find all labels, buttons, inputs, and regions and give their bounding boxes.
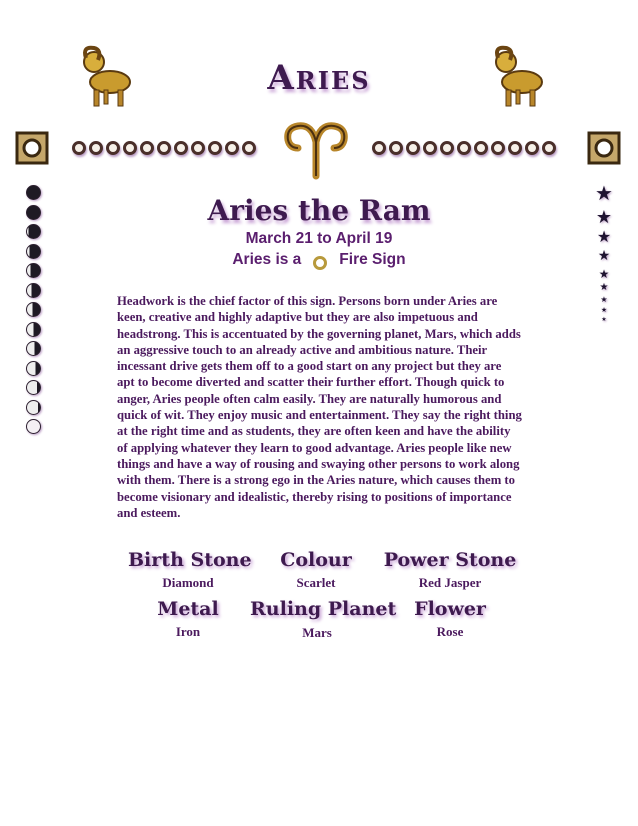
gold-ring-icon (313, 256, 327, 270)
metal-label: Metal (157, 598, 219, 620)
element-prefix: Aries is a (232, 251, 302, 268)
moon-phase-icon (26, 361, 41, 376)
ring-icon (174, 141, 188, 155)
ring-border-left (72, 141, 256, 155)
moon-phase-icon (26, 302, 41, 317)
ring-icon (457, 141, 471, 155)
ring-border-right (372, 141, 556, 155)
ring-icon (440, 141, 454, 155)
ring-icon (89, 141, 103, 155)
birth-stone-label: Birth Stone (128, 549, 252, 571)
ring-icon (106, 141, 120, 155)
star-icon: ★ (595, 207, 613, 227)
section-heading: Aries the Ram (207, 194, 431, 227)
power-stone-label: Power Stone (383, 549, 517, 571)
ring-icon (225, 141, 239, 155)
ring-icon (542, 141, 556, 155)
ring-icon (474, 141, 488, 155)
star-icon: ★ (596, 229, 612, 246)
ring-icon (157, 141, 171, 155)
moon-phase-icon (26, 341, 41, 356)
ruling-planet-value: Mars (302, 625, 332, 640)
colour-label: Colour (280, 549, 352, 571)
power-stone-value: Red Jasper (418, 575, 482, 590)
element-line (0, 251, 638, 270)
star-icon: ★ (595, 183, 613, 205)
ring-icon (123, 141, 137, 155)
star-icon: ★ (597, 249, 611, 264)
star-icon: ★ (600, 306, 608, 314)
page-title: Aries (267, 58, 371, 98)
ring-icon (508, 141, 522, 155)
colour-value: Scarlet (296, 575, 336, 590)
ruling-planet-label: Ruling Planet (250, 598, 397, 620)
ring-icon (423, 141, 437, 155)
aries-glyph-icon (282, 120, 350, 180)
star-icon: ★ (601, 317, 607, 323)
ring-icon (406, 141, 420, 155)
moon-phase-icon (26, 283, 41, 298)
moon-phase-icon (26, 380, 41, 395)
flower-value: Rose (436, 624, 464, 639)
description-paragraph: Headwork is the chief factor of this sign. Persons born under Aries are keen, creative and highly adaptive but they are also impetuous and headstrong. This is accentuated by the governing planet, Mars, which adds an aggressive touch to an already active and ambitious nature. Their incessant drive gets them off to a good start on any project but they are apt to become diverted and scatter their further effort. Though quick to anger, Aries people often calm easily. They are naturally humorous and quick of wit. They enjoy music and entertainment. They say the right thing at the right time and as students, they are often keen and have the ability of applying whatever they learn to good advantage. Aries people like new things and have a way of rousing and swaying other persons to work along with them. There is a strong ego in the Aries nature, which causes them to become visionary and idealistic, thereby rising to positions of importance and esteem. (117, 294, 522, 520)
birth-stone-value: Diamond (162, 575, 214, 590)
moon-phase-icon (26, 400, 41, 415)
ring-icon (208, 141, 222, 155)
ring-icon (389, 141, 403, 155)
star-icon: ★ (599, 282, 609, 293)
ring-icon (140, 141, 154, 155)
star-icon: ★ (598, 267, 610, 281)
metal-value: Iron (175, 624, 201, 639)
square-frame-icon-right (587, 131, 621, 165)
ring-icon (525, 141, 539, 155)
star-icon: ★ (600, 295, 608, 304)
flower-label: Flower (414, 598, 486, 620)
element-suffix: Fire Sign (339, 251, 406, 268)
ring-icon (491, 141, 505, 155)
date-range: March 21 to April 19 (245, 230, 393, 247)
ring-icon (242, 141, 256, 155)
ring-icon (72, 141, 86, 155)
moon-phase-icon (26, 419, 41, 434)
square-frame-icon-left (15, 131, 49, 165)
ring-icon (191, 141, 205, 155)
ring-icon (372, 141, 386, 155)
moon-phase-icon (26, 322, 41, 337)
